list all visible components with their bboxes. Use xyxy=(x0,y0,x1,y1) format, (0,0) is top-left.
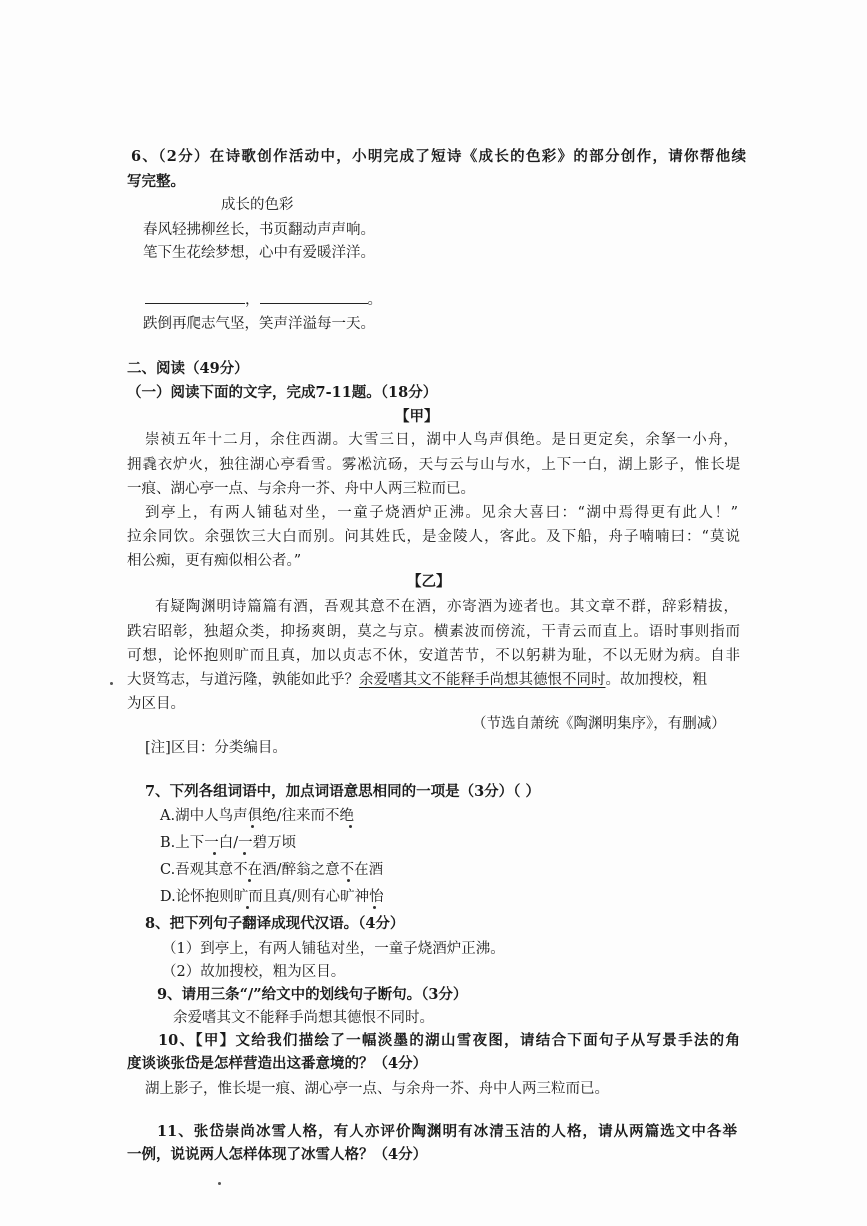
q6-stem-line2: 写完整。 xyxy=(127,173,185,190)
q7-option-b: B.上下一白/一碧万顷 xyxy=(160,835,297,851)
poem-blank-comma: ， xyxy=(245,292,260,308)
q8-item-2: （2）故加搜校，粗为区目。 xyxy=(162,964,346,980)
passage-yi-line: 可想，论怀抱则旷而且真，加以贞志不休，安道苦节，不以躬耕为耻，不以无财为病。自非 xyxy=(127,648,740,664)
emphasis-dot xyxy=(246,906,249,909)
passage-jia-line: 相公痴，更有痴似相公者。” xyxy=(127,553,302,569)
emphasis-dot xyxy=(251,825,254,828)
q9-stem: 9、请用三条“/”给文中的划线句子断句。（3分） xyxy=(157,986,468,1003)
passage-jia-line: 到亭上，有两人铺毡对坐，一童子烧酒炉正沸。见余大喜曰：“湖中焉得更有此人！” xyxy=(145,505,738,521)
passage-yi-line-5: 为区目。 xyxy=(127,696,185,712)
passage-jia-label: 【甲】 xyxy=(395,408,439,425)
q10-stem-line1: 10、【甲】文给我们描绘了一幅淡墨的湖山雪夜图，请结合下面句子从写景手法的角 xyxy=(158,1032,740,1049)
passage-yi-line-4-end: 。故加搜校，粗 xyxy=(605,672,707,688)
q11-stem-line1: 11、张岱崇尚冰雪人格，有人亦评价陶渊明有冰清玉洁的人格，请从两篇选文中各举 xyxy=(157,1123,737,1140)
passage-yi-line-4-start: 大贤笃志，与道污隆，孰能如此乎？ xyxy=(127,672,359,688)
q7-option-c: C.吾观其意不在酒/醉翁之意不在酒 xyxy=(160,862,384,878)
poem-blank-period: 。 xyxy=(367,292,382,308)
passage-yi-line: 有疑陶渊明诗篇篇有酒，吾观其意不在酒，亦寄酒为迹者也。其文章不群，辞彩精拔， xyxy=(155,599,738,615)
poem-line-4: 跌倒再爬志气坚，笑声洋溢每一天。 xyxy=(143,316,375,332)
q6-stem-line1: 6、（2分）在诗歌创作活动中，小明完成了短诗《成长的色彩》的部分创作，请你帮他续 xyxy=(131,148,746,165)
section2-subheading: （一）阅读下面的文字，完成7-11题。（18分） xyxy=(127,384,438,401)
poem-line-1: 春风轻拂柳丝长，书页翻动声声响。 xyxy=(143,222,375,238)
emphasis-dot xyxy=(213,852,216,855)
poem-title: 成长的色彩 xyxy=(221,197,294,213)
emphasis-dot xyxy=(243,852,246,855)
q10-quote: 湖上影子，惟长堤一痕、湖心亭一点、与余舟一芥、舟中人两三粒而已。 xyxy=(145,1081,609,1097)
section2-heading: 二、阅读（49分） xyxy=(127,360,249,377)
poem-line-2: 笔下生花绘梦想，心中有爱暖洋洋。 xyxy=(143,245,375,261)
q11-stem-line2: 一例，说说两人怎样体现了冰雪人格？（4分） xyxy=(127,1146,428,1163)
passage-jia-line: 拥毳衣炉火，独往湖心亭看雪。雾凇沆砀，天与云与山与水，上下一白，湖上影子，惟长堤 xyxy=(127,457,740,473)
q8-item-1: （1）到亭上，有两人铺毡对坐，一童子烧酒炉正沸。 xyxy=(162,941,505,957)
emphasis-dot xyxy=(373,906,376,909)
q7-stem: 7、下列各组词语中，加点词语意思相同的一项是（3分）（ ） xyxy=(145,783,540,800)
q10-stem-line2: 度谈谈张岱是怎样营造出这番意境的？（4分） xyxy=(127,1055,428,1072)
q9-sentence: 余爱嗜其文不能释手尚想其德恨不同时。 xyxy=(173,1010,434,1026)
passage-jia-line: 一痕、湖心亭一点、与余舟一芥、舟中人两三粒而已。 xyxy=(127,481,475,497)
poem-blank-1[interactable] xyxy=(145,293,245,304)
poem-blank-2[interactable] xyxy=(260,293,368,304)
underlined-sentence: 余爱嗜其文不能释手尚想其德恨不同时 xyxy=(359,672,606,688)
passage-yi-line-4 xyxy=(127,670,707,690)
passage-yi-label: 【乙】 xyxy=(407,573,451,590)
emphasis-dot xyxy=(347,879,350,882)
poem-blank-line xyxy=(145,290,382,310)
q7-option-a: A.湖中人鸟声俱绝/往来而不绝 xyxy=(160,808,354,824)
emphasis-dot xyxy=(248,879,251,882)
emphasis-dot xyxy=(349,825,352,828)
passage-note: [注]区目：分类编目。 xyxy=(145,740,287,756)
q7-option-d: D.论怀抱则旷而且真/则有心旷神怡 xyxy=(160,889,384,905)
passage-source: （节选自萧统《陶渊明集序》，有删减） xyxy=(472,716,726,732)
passage-yi-line: 跌宕昭彰，独超众类，抑扬爽朗，莫之与京。横素波而傍流，干青云而直上。语时事则指而 xyxy=(127,624,740,640)
scan-speck xyxy=(110,682,113,685)
passage-jia-line: 崇祯五年十二月，余住西湖。大雪三日，湖中人鸟声俱绝。是日更定矣，余拏一小舟， xyxy=(145,432,738,448)
passage-jia-line: 拉余同饮。余强饮三大白而别。问其姓氏，是金陵人，客此。及下船，舟子喃喃曰：“莫说 xyxy=(127,529,740,545)
q8-stem: 8、把下列句子翻译成现代汉语。（4分） xyxy=(145,915,405,932)
scan-speck xyxy=(218,1182,221,1185)
